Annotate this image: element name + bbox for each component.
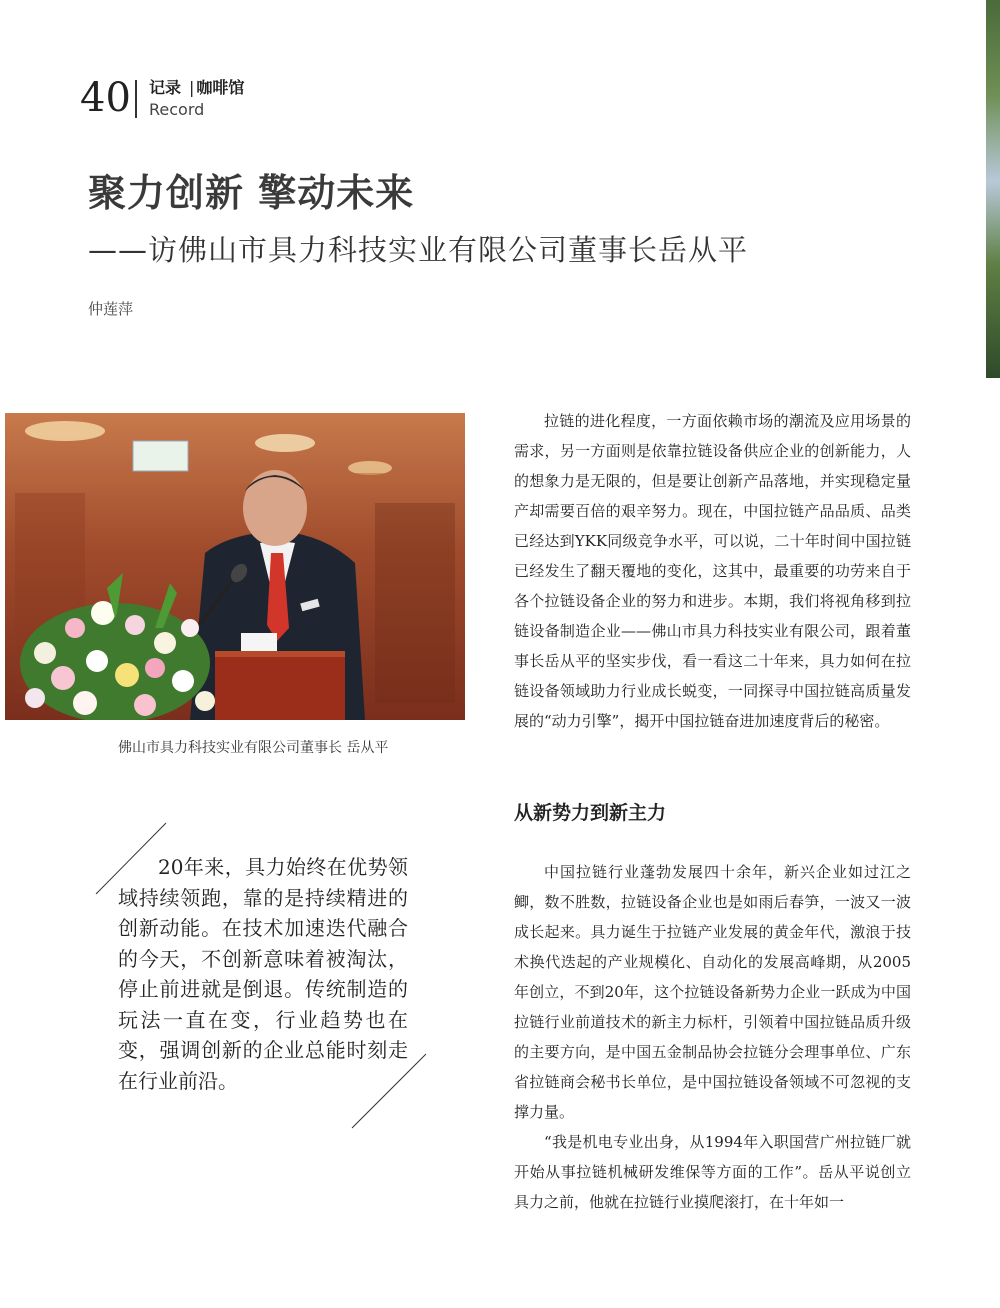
section-bar: | [189,78,195,97]
header-divider [135,80,137,118]
section-heading: 从新势力到新主力 [514,802,667,824]
body-paragraph: 中国拉链行业蓬勃发展四十余年，新兴企业如过江之鲫，数不胜数，拉链设备企业也是如雨后春笋，一波又一波成长起来。具力诞生于拉链产业发展的黄金年代，激浪于技术换代迭起的产业规模化、自动化的发展高峰期，从2005年创立，不到20年，这个拉链设备新势力企业一跃成为中国拉链行业前道技术的新主力标杆，引领着中国拉链品质升级的主要方向，是中国五金制品协会拉链分会理事单位、广东省拉链商会秘书长单位，是中国拉链设备领域不可忽视的支撑力量。 [514,863,911,1121]
ceiling-light-icon [255,434,315,452]
article-subtitle: ——访佛山市具力科技实业有限公司董事长岳从平 [88,233,749,267]
intro-paragraph: 拉链的进化程度，一方面依赖市场的潮流及应用场景的需求，另一方面则是依靠拉链设备供应企业的创新能力，人的想象力是无限的，但是要让创新产品落地，并实现稳定量产却需要百倍的艰辛努力。现在，中国拉链产品品质、品类已经达到YKK同级竞争水平，可以说，二十年时间中国拉链已经发生了翻天覆地的变化，这其中，最重要的功劳来自于各个拉链设备企业的努力和进步。本期，我们将视角移到拉链设备制造企业——佛山市具力科技实业有限公司，跟着董事长岳从平的坚实步伐，看一看这二十年来，具力如何在拉链设备领域助力行业成长蜕变，一同探寻中国拉链高质量发展的“动力引擎”，揭开中国拉链奋进加速度背后的秘密。 [514,412,911,730]
podium [215,651,345,720]
ceiling-light-icon [25,421,105,441]
photo-caption: 佛山市具力科技实业有限公司董事长 岳从平 [118,740,389,756]
body-paragraph: “我是机电专业出身，从1994年入职国营广州拉链厂就开始从事拉链机械研发维保等方面的工作”。岳从平说创立具力之前，他就在拉链行业摸爬滚打，在十年如一 [514,1133,911,1211]
section-cn: 记录 [149,78,182,97]
intro-column [514,406,911,736]
section-english: Record [149,100,205,119]
head [243,470,307,546]
section-sub: 咖啡馆 [196,78,245,97]
article-author: 仲莲萍 [88,300,134,318]
exit-sign [133,441,188,471]
section-label [149,78,244,98]
adjacent-page-photo-strip [986,0,1000,378]
chairman-photo [5,413,465,720]
page-number: 40 [80,75,131,121]
pull-quote-box [90,822,430,1132]
body-column [514,857,911,1217]
article-title: 聚力创新 擎动未来 [88,171,415,215]
pull-quote: 20年来，具力始终在优势领域持续领跑，靠的是持续精进的创新动能。在技术加速迭代融合的今天，不创新意味着被淘汰，停止前进就是倒退。传统制造的玩法一直在变，行业趋势也在变，强调创新的企业总能时刻走在行业前沿。 [118,855,408,1093]
ceiling-light-icon [348,461,392,475]
